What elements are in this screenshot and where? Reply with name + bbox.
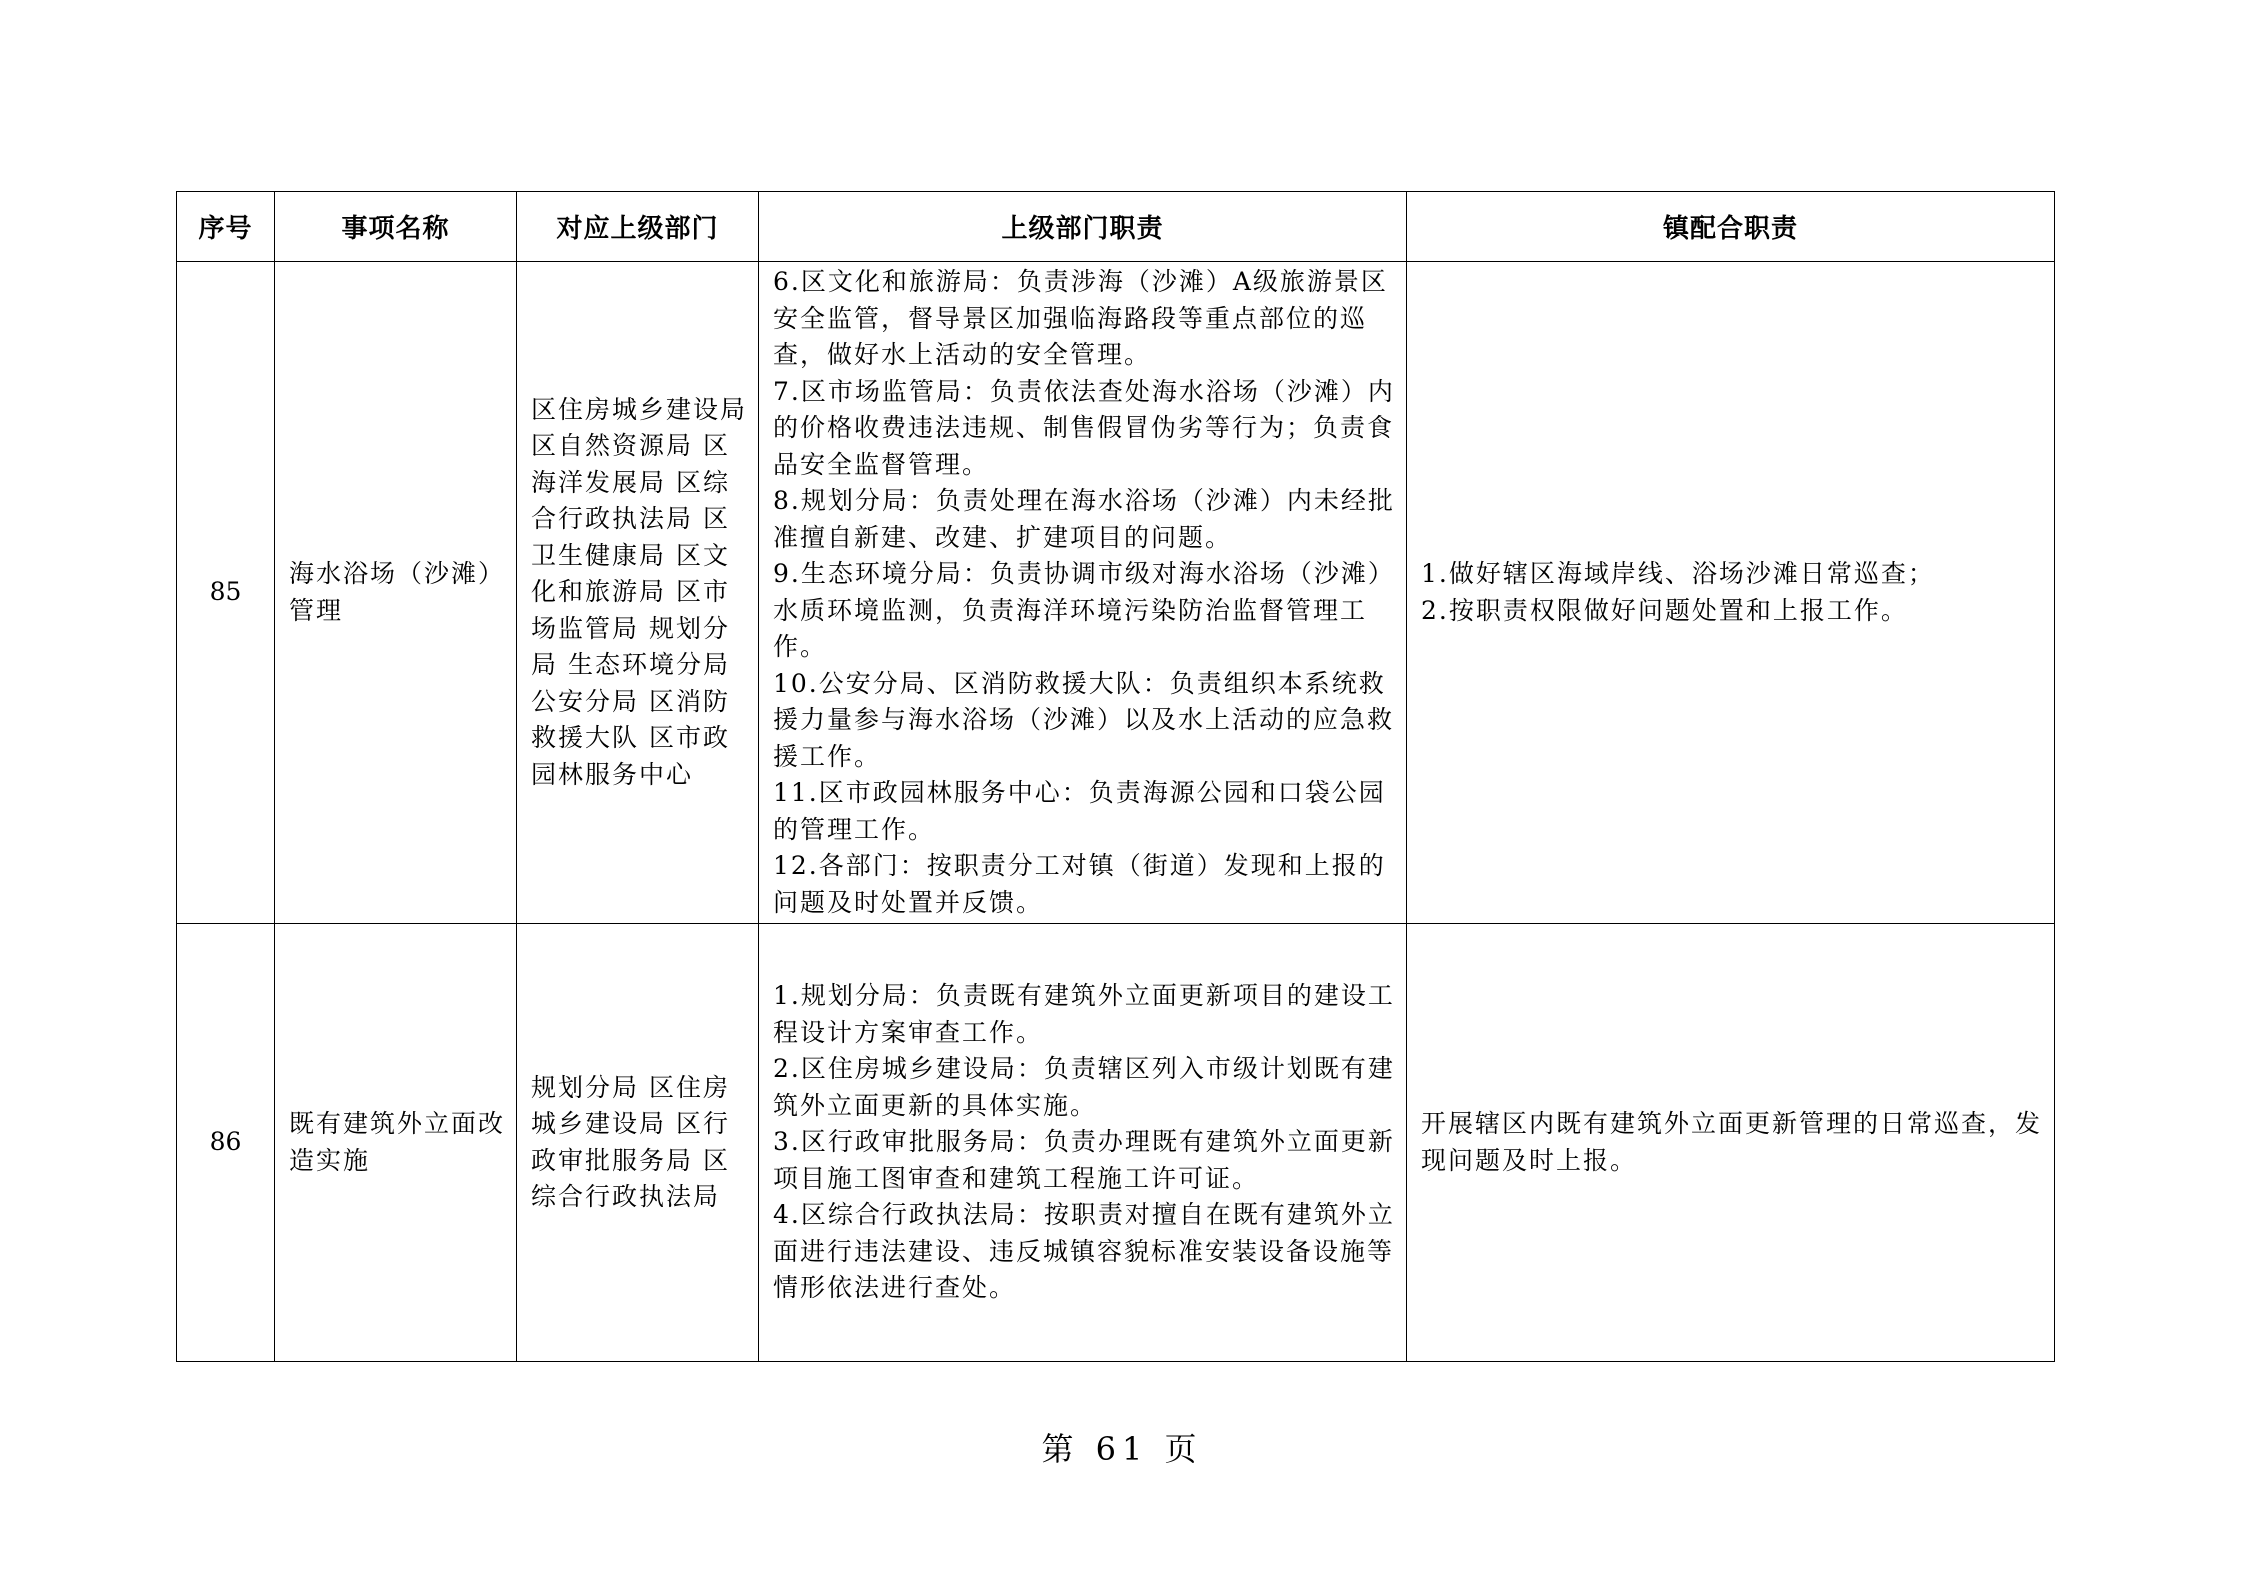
- header-superior-duties: 上级部门职责: [759, 192, 1407, 262]
- responsibility-table: [176, 191, 2055, 1362]
- duty-item: 7.区市场监管局：负责依法查处海水浴场（沙滩）内的价格收费违法违规、制售假冒伪劣等行为；负责食品安全监督管理。: [773, 376, 1395, 479]
- duty-item: 8.规划分局：负责处理在海水浴场（沙滩）内未经批准擅自新建、改建、扩建项目的问题。: [773, 486, 1395, 552]
- town-duty-item: 2.按职责权限做好问题处置和上报工作。: [1421, 595, 1908, 625]
- town-duties-cell: [1407, 924, 2055, 1362]
- town-duty-item: 1.做好辖区海域岸线、浴场沙滩日常巡查；: [1421, 559, 1935, 588]
- page-number: 第 61 页: [1041, 1430, 1203, 1468]
- header-town-duties: 镇配合职责: [1407, 192, 2055, 262]
- duty-item: 12.各部门：按职责分工对镇（街道）发现和上报的问题及时处置并反馈。: [773, 851, 1386, 917]
- superior-duties-cell: [759, 924, 1407, 1362]
- duty-item: 6.区文化和旅游局：负责涉海（沙滩）A级旅游景区安全监管，督导景区加强临海路段等重点部位的巡查，做好水上活动的安全管理。: [773, 267, 1388, 369]
- header-serial-number: 序号: [177, 192, 275, 262]
- table-row: [177, 262, 2055, 924]
- duty-item: 3.区行政审批服务局：负责办理既有建筑外立面更新项目施工图审查和建筑工程施工许可证。: [773, 1127, 1395, 1193]
- table-header-row: [177, 192, 2055, 262]
- duty-item: 4.区综合行政执法局：按职责对擅自在既有建筑外立面进行违法建设、违反城镇容貌标准安装设备设施等情形依法进行查处。: [773, 1200, 1395, 1303]
- header-item-name: 事项名称: [275, 192, 517, 262]
- department-list: 规划分局 区住房城乡建设局 区行政审批服务局 区综合行政执法局: [517, 924, 759, 1362]
- table-row: [177, 924, 2055, 1362]
- duty-item: 9.生态环境分局：负责协调市级对海水浴场（沙滩）水质环境监测，负责海洋环境污染防治监督管理工作。: [773, 559, 1395, 661]
- row-number: 85: [177, 262, 275, 924]
- town-duties-cell: [1407, 262, 2055, 924]
- duty-item: 10.公安分局、区消防救援大队：负责组织本系统救援力量参与海水浴场（沙滩）以及水上活动的应急救援工作。: [773, 668, 1395, 771]
- duty-item: 1.规划分局：负责既有建筑外立面更新项目的建设工程设计方案审查工作。: [773, 981, 1395, 1047]
- town-duty-item: 开展辖区内既有建筑外立面更新管理的日常巡查，发现问题及时上报。: [1421, 1109, 2043, 1175]
- duty-item: 2.区住房城乡建设局：负责辖区列入市级计划既有建筑外立面更新的具体实施。: [773, 1054, 1395, 1120]
- superior-duties-cell: [759, 262, 1407, 924]
- item-name: 海水浴场（沙滩）管理: [275, 262, 517, 924]
- item-name: 既有建筑外立面改造实施: [275, 924, 517, 1362]
- header-superior-department: 对应上级部门: [517, 192, 759, 262]
- row-number: 86: [177, 924, 275, 1362]
- department-list: 区住房城乡建设局 区自然资源局 区海洋发展局 区综合行政执法局 区卫生健康局 区文化和旅游局 区市场监管局 规划分局 生态环境分局 公安分局 区消防救援大队 区市政园林服务中心: [517, 262, 759, 924]
- duty-item: 11.区市政园林服务中心：负责海源公园和口袋公园的管理工作。: [773, 778, 1386, 844]
